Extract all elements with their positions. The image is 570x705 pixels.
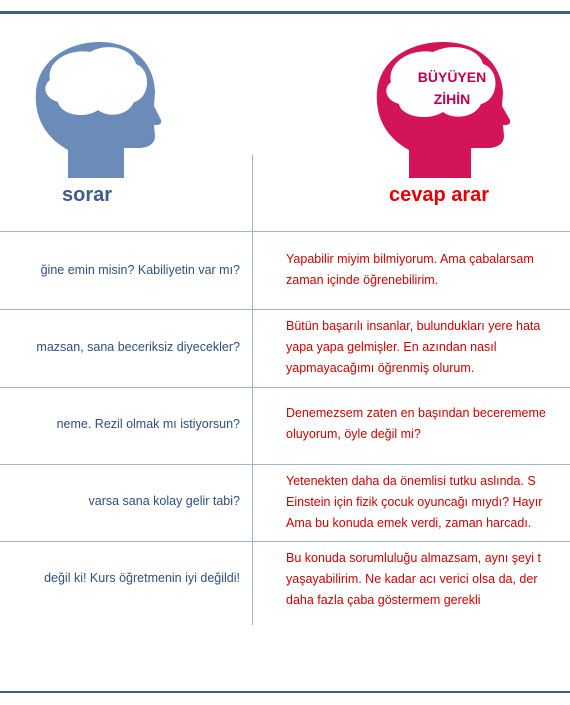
fixed-question: varsa sana kolay gelir tabi? [88, 494, 240, 508]
growth-brain-label: BÜYÜYEN ZİHİN [417, 69, 487, 107]
column-divider [252, 155, 253, 625]
row-divider [0, 541, 570, 542]
fixed-column-title: sorar [62, 184, 113, 206]
fixed-question: ğine emin misin? Kabiliyetin var mı? [40, 263, 240, 277]
growth-answer: Denemezsem zaten en başından becerememe oluyorum, öyle değil mi? [286, 406, 546, 441]
growth-answer: Bu konuda sorumluluğu almazsam, aynı şeyi t yaşayabilirim. Ne kadar acı verici olsa da, der daha fazla çaba göstermem gerekli [286, 551, 541, 607]
head-silhouette-icon [28, 40, 163, 180]
fixed-question: değil ki! Kurs öğretmenin iyi değildi! [44, 571, 240, 585]
row-divider [0, 309, 570, 310]
growth-mindset-head [365, 40, 515, 180]
fixed-mindset-head [28, 40, 163, 180]
row-divider [0, 231, 570, 232]
fixed-question: neme. Rezil olmak mı istiyorsun? [56, 417, 240, 431]
growth-answer: Yapabilir miyim bilmiyorum. Ama çabalarsam zaman içinde öğrenebilirim. [286, 252, 534, 287]
row-divider [0, 464, 570, 465]
fixed-question: mazsan, sana beceriksiz diyecekler? [36, 340, 240, 354]
growth-answer: Bütün başarılı insanlar, bulundukları yere hata yapa yapa gelmişler. En azından nasıl yapmayacağımı öğrenmiş olurum. [286, 319, 541, 375]
growth-answer: Yetenekten daha da önemlisi tutku aslında. S Einstein için fizik çocuk oyuncağı mıydı? Hayır Ama bu konuda emek verdi, zaman harcadı. [286, 474, 543, 530]
row-divider [0, 387, 570, 388]
growth-column-title: cevap arar [389, 184, 490, 206]
top-border [0, 11, 570, 14]
bottom-border [0, 691, 570, 693]
head-silhouette-icon [365, 40, 515, 180]
fixed-brain-label: SABİT ZİHİN [70, 67, 112, 105]
